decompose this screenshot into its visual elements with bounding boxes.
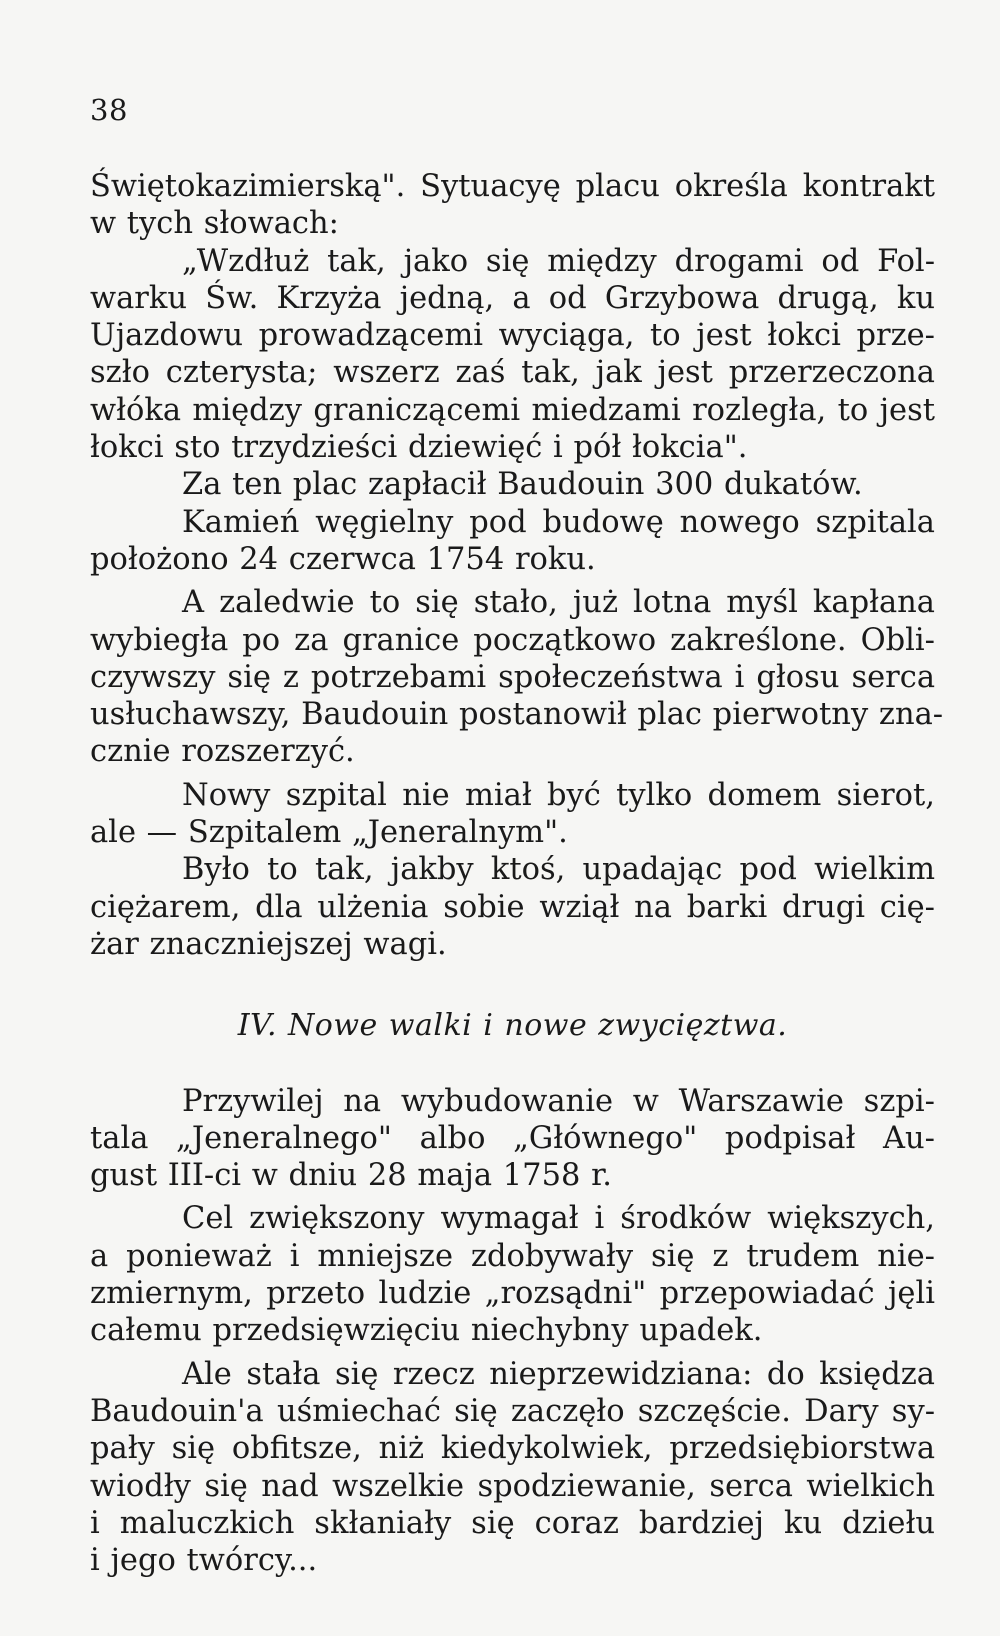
text-line: Za ten plac zapłacił Baudouin 300 dukatów. — [182, 467, 863, 503]
text-line: pały się obfitsze, niż kiedykolwiek, przedsiębiorstwa — [90, 1431, 935, 1467]
paragraph — [90, 243, 935, 467]
text-line: wiodły się nad wszelkie spodziewanie, serca wielkich — [90, 1468, 935, 1504]
section-heading: IV. Nowe walki i nowe zwycięztwa. — [237, 1008, 788, 1044]
text-line: Baudouin'a uśmiechać się zaczęło szczęście. Dary sy- — [90, 1393, 935, 1429]
paragraph — [90, 584, 944, 770]
paragraph — [90, 504, 935, 579]
paragraph — [90, 168, 935, 243]
text-line: i maluczkich skłaniały się coraz bardziej ku dziełu — [90, 1505, 935, 1541]
text-line: Nowy szpital nie miał być tylko domem sierot, — [182, 777, 935, 813]
text-line: Było to tak, jakby ktoś, upadając pod wielkim — [182, 852, 935, 888]
text-line: czywszy się z potrzebami społeczeństwa i głosu serca — [90, 659, 935, 695]
text-line: Ujazdowu prowadzącemi wyciąga, to jest łokci prze- — [90, 318, 935, 354]
text-line: usłuchawszy, Baudouin postanowił plac pierwotny zna- — [90, 697, 944, 733]
text-line: Świętokazimierską". Sytuacyę placu określa kontrakt — [90, 169, 935, 204]
text-line: i jego twórcy... — [90, 1543, 318, 1579]
text-line: Ale stała się rzecz nieprzewidziana: do księdza — [182, 1356, 935, 1392]
text-line: łokci sto trzydzieści dziewięć i pół łokcia". — [90, 430, 748, 466]
paragraph — [90, 1083, 935, 1195]
text-line: Kamień węgielny pod budowę nowego szpitala — [182, 504, 935, 540]
text-line: wybiegła po za granice początkowo zakreślone. Obli- — [90, 622, 935, 658]
body-text — [90, 168, 944, 1579]
paragraph — [90, 777, 935, 852]
paragraph — [90, 1356, 935, 1580]
text-line: „Wzdłuż tak, jako się między drogami od Fol- — [182, 243, 935, 279]
page-number: 38 — [90, 93, 128, 127]
paragraph — [90, 851, 935, 963]
text-line: cznie rozszerzyć. — [90, 734, 355, 770]
text-line: a ponieważ i mniejsze zdobywały się z trudem nie- — [90, 1238, 935, 1274]
text-line: ale — Szpitalem „Jeneralnym". — [90, 815, 568, 851]
text-line: położono 24 czerwca 1754 roku. — [90, 541, 596, 577]
text-line: szło czterysta; wszerz zaś tak, jak jest przerzeczona — [90, 355, 935, 391]
text-line: w tych słowach: — [90, 206, 339, 242]
paragraph — [90, 1200, 935, 1349]
text-line: Przywilej na wybudowanie w Warszawie szpi- — [182, 1083, 935, 1119]
text-line: warku Św. Krzyża jedną, a od Grzybowa drugą, ku — [90, 280, 935, 316]
text-line: całemu przedsięwzięciu niechybny upadek. — [90, 1313, 763, 1349]
text-line: A zaledwie to się stało, już lotna myśl kapłana — [182, 585, 935, 621]
text-line: żar znaczniejszej wagi. — [90, 926, 447, 962]
text-line: tala „Jeneralnego" albo „Głównego" podpisał Au- — [90, 1120, 935, 1156]
text-line: Cel zwiększony wymagał i środków większych, — [182, 1201, 935, 1237]
paragraph — [90, 466, 935, 503]
text-line: zmiernym, przeto ludzie „rozsądni" przepowiadać jęli — [90, 1276, 935, 1312]
text-line: włóka między graniczącemi miedzami rozległa, to jest — [90, 392, 935, 428]
text-line: gust III-ci w dniu 28 maja 1758 r. — [90, 1158, 613, 1194]
text-line: ciężarem, dla ulżenia sobie wziął na barki drugi cię- — [90, 889, 935, 925]
